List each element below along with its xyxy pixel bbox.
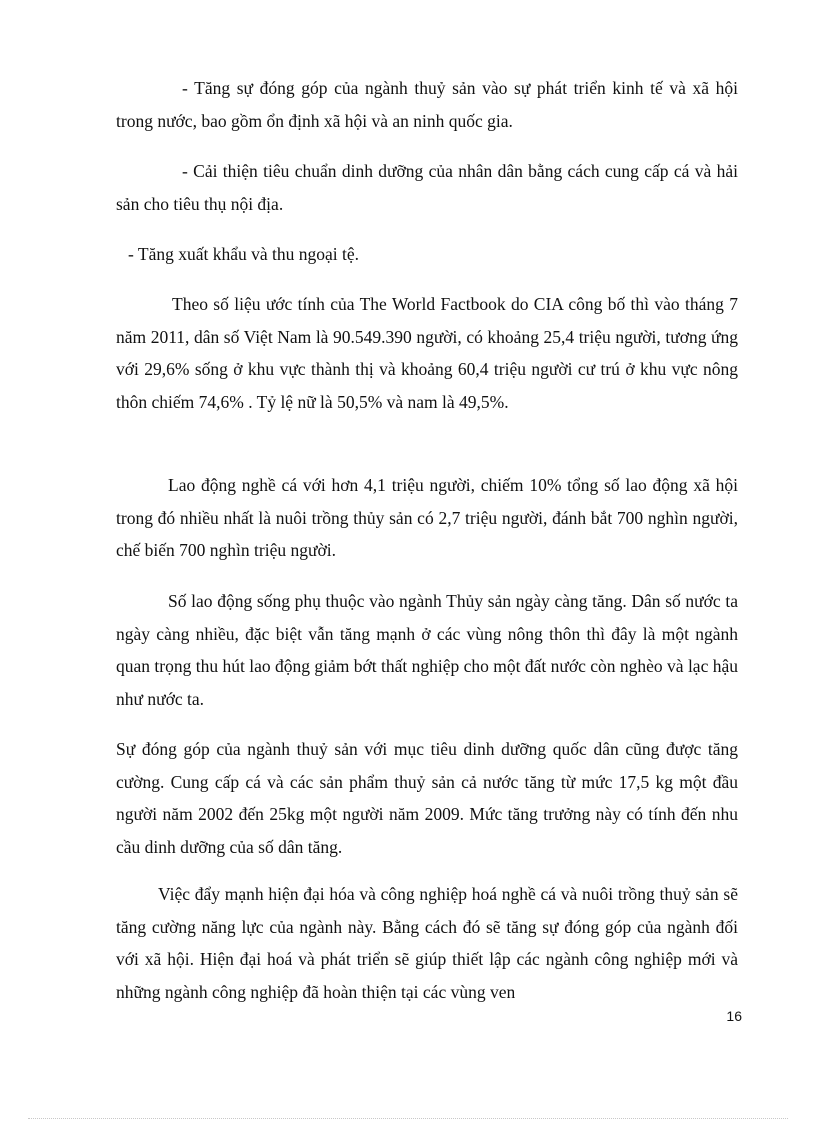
paragraph-goal-socioeconomic: - Tăng sự đóng góp của ngành thuỷ sản vào sự phát triển kinh tế và xã hội trong nước, bao gồm ổn định xã hội và an ninh quốc gia. [116,78,738,131]
page-boundary-divider [28,1118,788,1119]
paragraph-goal-export: - Tăng xuất khẩu và thu ngoại tệ. [128,244,360,264]
paragraph-population: Theo số liệu ước tính của The World Factbook do CIA công bố thì vào tháng 7 năm 2011, dân số Việt Nam là 90.549.390 người, có khoảng 25,4 triệu người, tương ứng với 29,6% sống ở khu vực thành thị và khoảng 60,4 triệu người cư trú ở khu vực nông thôn chiếm 74,6% . Tỷ lệ nữ là 50,5% và nam là 49,5%. [116,294,738,412]
paragraph-fishery-labor: Lao động nghề cá với hơn 4,1 triệu người, chiếm 10% tổng số lao động xã hội trong đó nhiều nhất là nuôi trồng thủy sản có 2,7 triệu người, đánh bắt 700 nghìn người, chế biến 700 nghìn triệu người. [116,475,738,560]
paragraph-nutrition-contribution: Sự đóng góp của ngành thuỷ sản với mục tiêu dinh dưỡng quốc dân cũng được tăng cường. Cung cấp cá và các sản phẩm thuỷ sản cả nước tăng từ mức 17,5 kg một đầu người năm 2002 đến 25kg một người năm 2009. Mức tăng trưởng này có tính đến nhu cầu dinh dưỡng của số dân tăng. [116,739,738,857]
page-number: 16 [726,1008,742,1024]
paragraph-labor-dependence: Số lao động sống phụ thuộc vào ngành Thủy sản ngày càng tăng. Dân số nước ta ngày càng nhiều, đặc biệt vẫn tăng mạnh ở các vùng nông thôn thì đây là một ngành quan trọng thu hút lao động giảm bớt thất nghiệp cho một đất nước còn nghèo và lạc hậu như nước ta. [116,591,738,709]
paragraph-modernization: Việc đẩy mạnh hiện đại hóa và công nghiệp hoá nghề cá và nuôi trồng thuỷ sản sẽ tăng cường năng lực của ngành này. Bằng cách đó sẽ tăng sự đóng góp của ngành đối với xã hội. Hiện đại hoá và phát triển sẽ giúp thiết lập các ngành công nghiệp mới và những ngành công nghiệp đã hoàn thiện tại các vùng ven [116,884,738,1002]
paragraph-goal-nutrition: - Cải thiện tiêu chuẩn dinh dưỡng của nhân dân bằng cách cung cấp cá và hải sản cho tiêu thụ nội địa. [116,161,738,214]
